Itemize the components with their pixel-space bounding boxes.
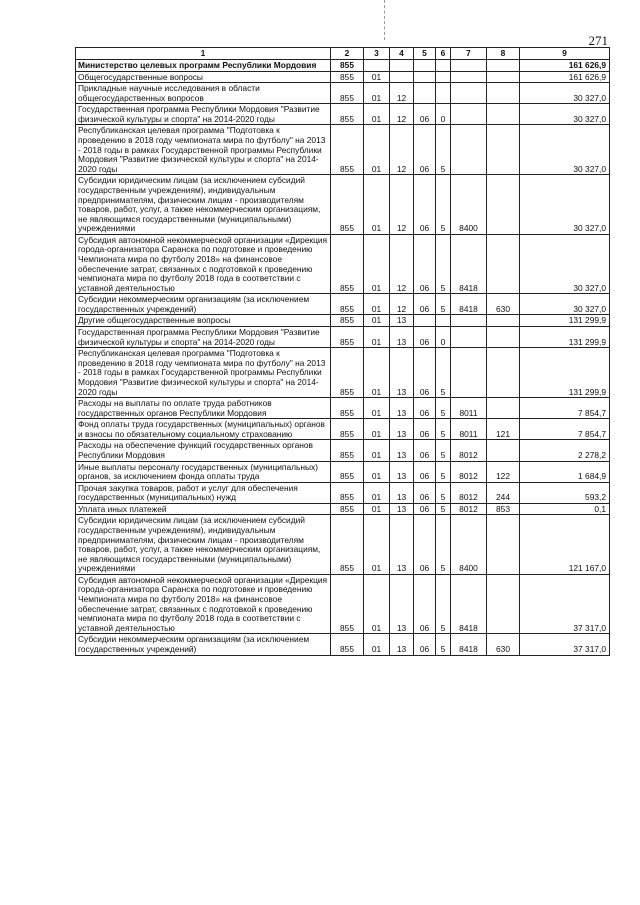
subprogram-code-cell [436,315,451,327]
program-code-cell: 06 [414,175,436,234]
subsection-code-cell: 12 [390,83,414,104]
amount-cell: 30 327,0 [520,294,610,315]
header-cell: 3 [364,48,390,60]
subsection-code-cell: 12 [390,294,414,315]
subsection-code-cell: 13 [390,315,414,327]
amount-cell: 30 327,0 [520,125,610,175]
section-code-cell: 01 [364,440,390,461]
section-code-cell: 01 [364,634,390,655]
target-item-code-cell [451,327,487,348]
program-code-cell: 06 [414,461,436,482]
expense-type-code-cell [487,60,520,72]
table-row [76,634,610,655]
section-code-cell: 01 [364,461,390,482]
program-code-cell: 06 [414,348,436,398]
row-name-cell: Субсидия автономной некоммерческой организации «Дирекция города-организатора Саранска по подготовке и проведению Чемпионата мира по футболу 2018» на финансовое обеспечение затрат, связанных с подготовкой к проведению чемпионата мира по футболу 2018 года в соответствии с уставной деятельностью [76,574,331,633]
section-code-cell: 01 [364,294,390,315]
ministry-code-cell: 855 [331,634,364,655]
ministry-code-cell: 855 [331,327,364,348]
table-row [76,83,610,104]
expense-type-code-cell: 630 [487,634,520,655]
target-item-code-cell [451,125,487,175]
amount-cell: 1 684,9 [520,461,610,482]
subsection-code-cell: 13 [390,503,414,515]
row-name-cell: Субсидии юридическим лицам (за исключением субсидий государственным учреждениям), индивидуальным предпринимателям, физическим лицам - производителям товаров, работ, услуг, а также некоммерческим организациям, не являющимся государственными (муниципальными) учреждениями [76,515,331,574]
target-item-code-cell: 8012 [451,440,487,461]
table-row [76,175,610,234]
table-row [76,419,610,440]
expense-type-code-cell: 853 [487,503,520,515]
amount-cell: 131 299,9 [520,315,610,327]
row-name-cell: Субсидии некоммерческим организациям (за исключением государственных учреждений) [76,634,331,655]
expense-type-code-cell [487,83,520,104]
ministry-code-cell: 855 [331,71,364,83]
subsection-code-cell: 13 [390,327,414,348]
target-item-code-cell: 8012 [451,503,487,515]
section-code-cell: 01 [364,398,390,419]
program-code-cell: 06 [414,574,436,633]
subsection-code-cell: 12 [390,104,414,125]
amount-cell: 121 167,0 [520,515,610,574]
target-item-code-cell [451,315,487,327]
ministry-code-cell: 855 [331,419,364,440]
target-item-code-cell: 8418 [451,634,487,655]
program-code-cell [414,71,436,83]
subprogram-code-cell: 5 [436,574,451,633]
ministry-code-cell: 855 [331,515,364,574]
subprogram-code-cell: 5 [436,348,451,398]
program-code-cell [414,60,436,72]
expense-type-code-cell [487,175,520,234]
section-code-cell: 01 [364,348,390,398]
table-row [76,398,610,419]
ministry-code-cell: 855 [331,83,364,104]
program-code-cell: 06 [414,482,436,503]
subsection-code-cell [390,60,414,72]
table-row [76,104,610,125]
section-code-cell: 01 [364,315,390,327]
expense-type-code-cell [487,71,520,83]
subsection-code-cell: 13 [390,440,414,461]
section-code-cell: 01 [364,104,390,125]
subsection-code-cell [390,71,414,83]
ministry-code-cell: 855 [331,503,364,515]
target-item-code-cell: 8418 [451,294,487,315]
row-name-cell: Субсидия автономной некоммерческой организации «Дирекция города-организатора Саранска по подготовке и проведению Чемпионата мира по футболу 2018» на финансовое обеспечение затрат, связанных с подготовкой к проведению чемпионата мира по футболу 2018 года в соответствии с уставной деятельностью [76,234,331,293]
subprogram-code-cell: 5 [436,175,451,234]
row-name-cell: Иные выплаты персоналу государственных (муниципальных) органов, за исключением фонда оплаты труда [76,461,331,482]
row-name-cell: Субсидии некоммерческим организациям (за исключением государственных учреждений) [76,294,331,315]
table-row [76,125,610,175]
target-item-code-cell: 8418 [451,234,487,293]
row-name-cell: Фонд оплаты труда государственных (муниципальных) органов и взносы по обязательному социальному страхованию [76,419,331,440]
row-name-cell: Прочая закупка товаров, работ и услуг для обеспечения государственных (муниципальных) нужд [76,482,331,503]
amount-cell: 161 626,9 [520,71,610,83]
row-name-cell: Прикладные научные исследования в области общегосударственных вопросов [76,83,331,104]
table-row [76,461,610,482]
section-code-cell: 01 [364,175,390,234]
expense-type-code-cell: 630 [487,294,520,315]
program-code-cell: 06 [414,327,436,348]
table-row [76,440,610,461]
subsection-code-cell: 12 [390,175,414,234]
amount-cell: 30 327,0 [520,83,610,104]
row-name-cell: Государственная программа Республики Мордовия "Развитие физической культуры и спорта" на 2014-2020 годы [76,327,331,348]
program-code-cell: 06 [414,104,436,125]
table-row [76,294,610,315]
table-row [76,515,610,574]
expense-type-code-cell [487,348,520,398]
subprogram-code-cell [436,83,451,104]
table-row [76,60,610,72]
subprogram-code-cell [436,71,451,83]
ministry-code-cell: 855 [331,60,364,72]
program-code-cell: 06 [414,503,436,515]
subprogram-code-cell: 5 [436,294,451,315]
section-code-cell: 01 [364,71,390,83]
budget-table [75,47,610,656]
row-name-cell: Министерство целевых программ Республики Мордовия [76,60,331,72]
section-code-cell: 01 [364,574,390,633]
subsection-code-cell: 13 [390,419,414,440]
expense-type-code-cell: 244 [487,482,520,503]
section-code-cell: 01 [364,515,390,574]
expense-type-code-cell: 122 [487,461,520,482]
section-code-cell: 01 [364,234,390,293]
row-name-cell: Субсидии юридическим лицам (за исключением субсидий государственным учреждениям), индивидуальным предпринимателям, физическим лицам - производителям товаров, работ, услуг, а также некоммерческим организациям, не являющимся государственными (муниципальными) учреждениями [76,175,331,234]
row-name-cell: Республиканская целевая программа "Подготовка к проведению в 2018 году чемпионата мира по футболу" на 2013 - 2018 годы в рамках Государственной программы Республики Мордовия "Развитие физической культуры и спорта" на 2014-2020 годы [76,125,331,175]
amount-cell: 161 626,9 [520,60,610,72]
row-name-cell: Уплата иных платежей [76,503,331,515]
program-code-cell: 06 [414,398,436,419]
program-code-cell: 06 [414,515,436,574]
subprogram-code-cell: 0 [436,104,451,125]
target-item-code-cell: 8011 [451,398,487,419]
subsection-code-cell: 13 [390,348,414,398]
subsection-code-cell: 13 [390,398,414,419]
expense-type-code-cell [487,515,520,574]
target-item-code-cell [451,348,487,398]
subprogram-code-cell: 5 [436,125,451,175]
amount-cell: 30 327,0 [520,104,610,125]
subprogram-code-cell: 5 [436,515,451,574]
ministry-code-cell: 855 [331,315,364,327]
section-code-cell: 01 [364,419,390,440]
table-row [76,348,610,398]
header-cell: 8 [487,48,520,60]
ministry-code-cell: 855 [331,440,364,461]
table-row [76,574,610,633]
table-row [76,503,610,515]
subprogram-code-cell: 5 [436,419,451,440]
table-row [76,71,610,83]
header-cell: 5 [414,48,436,60]
expense-type-code-cell [487,234,520,293]
subsection-code-cell: 13 [390,482,414,503]
target-item-code-cell: 8012 [451,482,487,503]
amount-cell: 2 278,2 [520,440,610,461]
ministry-code-cell: 855 [331,175,364,234]
expense-type-code-cell: 121 [487,419,520,440]
amount-cell: 7 854,7 [520,419,610,440]
program-code-cell [414,83,436,104]
ministry-code-cell: 855 [331,125,364,175]
ministry-code-cell: 855 [331,104,364,125]
target-item-code-cell [451,104,487,125]
row-name-cell: Республиканская целевая программа "Подготовка к проведению в 2018 году чемпионата мира по футболу" на 2013 - 2018 годы в рамках Государственной программы Республики Мордовия "Развитие физической культуры и спорта" на 2014-2020 годы [76,348,331,398]
header-cell: 7 [451,48,487,60]
ministry-code-cell: 855 [331,482,364,503]
amount-cell: 7 854,7 [520,398,610,419]
table-row [76,315,610,327]
subsection-code-cell: 13 [390,461,414,482]
program-code-cell: 06 [414,234,436,293]
table-body [76,60,610,656]
program-code-cell [414,315,436,327]
section-code-cell: 01 [364,327,390,348]
subprogram-code-cell: 5 [436,398,451,419]
target-item-code-cell: 8011 [451,419,487,440]
ministry-code-cell: 855 [331,234,364,293]
section-code-cell: 01 [364,482,390,503]
expense-type-code-cell [487,104,520,125]
subsection-code-cell: 12 [390,125,414,175]
subsection-code-cell: 13 [390,634,414,655]
page-number: 271 [588,33,608,48]
program-code-cell: 06 [414,294,436,315]
subprogram-code-cell: 5 [436,461,451,482]
program-code-cell: 06 [414,440,436,461]
ministry-code-cell: 855 [331,461,364,482]
subprogram-code-cell [436,60,451,72]
subsection-code-cell: 13 [390,515,414,574]
row-name-cell: Общегосударственные вопросы [76,71,331,83]
target-item-code-cell: 8400 [451,175,487,234]
amount-cell: 593,2 [520,482,610,503]
target-item-code-cell [451,71,487,83]
expense-type-code-cell [487,440,520,461]
subprogram-code-cell: 5 [436,634,451,655]
section-code-cell: 01 [364,83,390,104]
subsection-code-cell: 13 [390,574,414,633]
table-header-row [76,48,610,60]
expense-type-code-cell [487,398,520,419]
expense-type-code-cell [487,574,520,633]
target-item-code-cell: 8012 [451,461,487,482]
target-item-code-cell [451,83,487,104]
table-row [76,234,610,293]
target-item-code-cell [451,60,487,72]
amount-cell: 131 299,9 [520,348,610,398]
program-code-cell: 06 [414,634,436,655]
row-name-cell: Расходы на выплаты по оплате труда работников государственных органов Республики Мордовия [76,398,331,419]
program-code-cell: 06 [414,125,436,175]
section-code-cell: 01 [364,503,390,515]
expense-type-code-cell [487,125,520,175]
program-code-cell: 06 [414,419,436,440]
header-cell: 6 [436,48,451,60]
ministry-code-cell: 855 [331,348,364,398]
target-item-code-cell: 8400 [451,515,487,574]
subprogram-code-cell: 5 [436,503,451,515]
table-row [76,482,610,503]
header-cell: 1 [76,48,331,60]
amount-cell: 30 327,0 [520,234,610,293]
subprogram-code-cell: 5 [436,234,451,293]
expense-type-code-cell [487,327,520,348]
subprogram-code-cell: 5 [436,482,451,503]
ministry-code-cell: 855 [331,294,364,315]
header-cell: 9 [520,48,610,60]
ministry-code-cell: 855 [331,574,364,633]
amount-cell: 30 327,0 [520,175,610,234]
amount-cell: 131 299,9 [520,327,610,348]
expense-type-code-cell [487,315,520,327]
subprogram-code-cell: 0 [436,327,451,348]
target-item-code-cell: 8418 [451,574,487,633]
subprogram-code-cell: 5 [436,440,451,461]
row-name-cell: Государственная программа Республики Мордовия "Развитие физической культуры и спорта" на 2014-2020 годы [76,104,331,125]
row-name-cell: Расходы на обеспечение функций государственных органов Республики Мордовия [76,440,331,461]
amount-cell: 37 317,0 [520,634,610,655]
section-code-cell [364,60,390,72]
header-cell: 4 [390,48,414,60]
ministry-code-cell: 855 [331,398,364,419]
section-code-cell: 01 [364,125,390,175]
table-row [76,327,610,348]
amount-cell: 37 317,0 [520,574,610,633]
header-cell: 2 [331,48,364,60]
scan-crease-line [384,0,385,40]
amount-cell: 0,1 [520,503,610,515]
subsection-code-cell: 12 [390,234,414,293]
row-name-cell: Другие общегосударственные вопросы [76,315,331,327]
